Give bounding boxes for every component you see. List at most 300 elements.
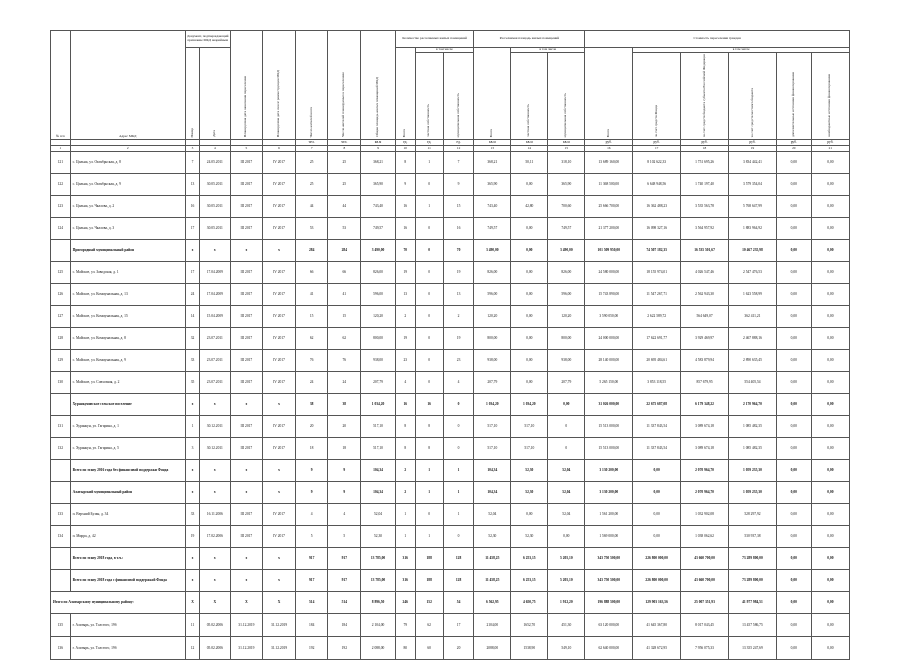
cell-ce: 0,00 <box>776 503 811 525</box>
cell-cr: 7 956 075,33 <box>681 636 729 659</box>
cell-cf: 11 547 267,71 <box>633 283 681 305</box>
cell-dem: x <box>263 239 296 261</box>
cell-rm: 54 <box>443 591 473 613</box>
cell-r: 80 <box>395 636 415 659</box>
cell-rm: 19 <box>443 327 473 349</box>
cell-addr: п. Мирра, д. 42 <box>70 525 185 547</box>
cell-am: 0,00 <box>548 393 585 415</box>
cell-rm: 15 <box>443 195 473 217</box>
column-number: 21 <box>811 145 849 151</box>
cell-cf: 0,00 <box>633 525 681 547</box>
cell-ap: 1 034,20 <box>511 393 548 415</box>
column-number: 1 <box>51 145 71 151</box>
cell-num: x <box>185 459 199 481</box>
cell-ap: 0,00 <box>511 371 548 393</box>
header-area-sum: Всего <box>474 48 511 140</box>
cell-dem: IV 2017 <box>263 503 296 525</box>
cell-n: 134 <box>51 525 71 547</box>
cell-ce: 0,00 <box>776 547 811 569</box>
cell-cl: 2 170 964,70 <box>729 393 777 415</box>
cell-cl: 41 977 984,51 <box>729 591 777 613</box>
cell-a: 2088,00 <box>474 636 511 659</box>
cell-dem: IV 2017 <box>263 217 296 239</box>
cell-cl: 1 059 235,30 <box>729 481 777 503</box>
cell-c: 5 265 150,00 <box>585 371 633 393</box>
cell-rm: 23 <box>443 349 473 371</box>
cell-dem: x <box>263 547 296 569</box>
cell-c: 24 580 000,00 <box>585 261 633 283</box>
cell-n: 124 <box>51 217 71 239</box>
table-row <box>51 305 850 327</box>
cell-area: 2 104,00 <box>361 613 396 636</box>
cell-fin: III 2017 <box>230 283 263 305</box>
cell-ap: 0,00 <box>511 503 548 525</box>
cell-area: 826,00 <box>361 261 396 283</box>
cell-am: 800,00 <box>548 327 585 349</box>
cell-cr: 6 179 348,22 <box>681 393 729 415</box>
cell-n <box>51 459 71 481</box>
cell-area: 368,21 <box>361 151 396 173</box>
cell-cl: 73 289 800,00 <box>729 569 777 591</box>
cell-ap: 517,10 <box>511 415 548 437</box>
unit-cell: чел. <box>295 139 328 145</box>
cell-ce: 0,00 <box>776 173 811 195</box>
cell-ce: 0,00 <box>776 437 811 459</box>
cell-c: 15 743 890,00 <box>585 283 633 305</box>
cell-r: 9 <box>395 173 415 195</box>
cell-rp: 0 <box>415 239 443 261</box>
cell-fin: III 2017 <box>230 503 263 525</box>
cell-num: 33 <box>185 349 199 371</box>
cell-n <box>51 239 71 261</box>
table-row <box>51 349 850 371</box>
cell-am: 52,04 <box>548 459 585 481</box>
cell-date: X <box>200 591 230 613</box>
cell-ce2: 0,00 <box>811 459 849 481</box>
cell-area: 52,04 <box>361 503 396 525</box>
cell-dem: IV 2017 <box>263 371 296 393</box>
cell-date: 05.02.2006 <box>200 636 230 659</box>
cell-r: 316 <box>395 547 415 569</box>
cell-rp: 0 <box>415 217 443 239</box>
header-area-incl: в том числе <box>511 48 585 53</box>
header-cost-total: Всего <box>585 48 633 140</box>
cell-p2: 20 <box>328 415 361 437</box>
cell-n: 135 <box>51 613 71 636</box>
cell-addr: с. Цильна, ул. Октябрьская, д. 8 <box>70 151 185 173</box>
cell-p1: 284 <box>295 239 328 261</box>
cell-addr: с. Майское, ул. Заводская, д. 1 <box>70 261 185 283</box>
header-planned-finish: Планируемая дата окончания переселения <box>230 31 263 140</box>
cell-date: 15.04.2009 <box>200 305 230 327</box>
cell-ce: 0,00 <box>776 415 811 437</box>
cell-area: 800,00 <box>361 327 396 349</box>
cell-r: 16 <box>395 393 415 415</box>
header-doc-date: Дата <box>200 48 230 140</box>
cell-cf: 18 155 974,01 <box>633 261 681 283</box>
cell-cl: 1 883 964,92 <box>729 217 777 239</box>
cell-num: 16 <box>185 195 199 217</box>
cell-addr: Всего по этапу 2018 года, в т.ч.: <box>70 547 185 569</box>
cell-num: x <box>185 481 199 503</box>
column-number: 16 <box>585 145 633 151</box>
cell-addr: п. Верхний Бузан, д. 34 <box>70 503 185 525</box>
cell-c: 101 509 950,00 <box>585 239 633 261</box>
unit-cell: руб. <box>811 139 849 145</box>
header-doc-number: Номер <box>185 48 199 140</box>
cell-p1: 41 <box>295 283 328 305</box>
cell-rm: 1 <box>443 481 473 503</box>
cell-p2: 9 <box>328 481 361 503</box>
table-row <box>51 261 850 283</box>
unit-cell: кв.м <box>361 139 396 145</box>
cell-ce: 0,00 <box>776 393 811 415</box>
cell-a: 11 458,25 <box>474 547 511 569</box>
cell-am: 0,00 <box>548 525 585 547</box>
cell-cf: 11 337 843,54 <box>633 415 681 437</box>
cell-ce: 0,00 <box>776 613 811 636</box>
cell-fin: III 2017 <box>230 151 263 173</box>
table-row <box>51 613 850 636</box>
cell-a: 517,10 <box>474 415 511 437</box>
column-number: 10 <box>395 145 415 151</box>
cell-fin: III 2017 <box>230 305 263 327</box>
table-row <box>51 525 850 547</box>
cell-rp: 60 <box>415 636 443 659</box>
cell-p2: 66 <box>328 261 361 283</box>
cell-n: 121 <box>51 151 71 173</box>
cell-ce2: 0,00 <box>811 636 849 659</box>
cell-dem: IV 2017 <box>263 151 296 173</box>
cell-date: x <box>200 239 230 261</box>
cell-r: 2 <box>395 481 415 503</box>
cell-cr: 2 562 943,30 <box>681 283 729 305</box>
cell-p1: 9 <box>295 459 328 481</box>
cell-a: 938,00 <box>474 349 511 371</box>
cell-cr: 3 089 674,18 <box>681 437 729 459</box>
cell-addr: с. Цильна, ул. Октябрьская, д. 9 <box>70 173 185 195</box>
cell-num: 32 <box>185 327 199 349</box>
table-row <box>51 371 850 393</box>
cell-rm: 9 <box>443 173 473 195</box>
cell-cl: 530 937,38 <box>729 525 777 547</box>
cell-addr: Всего по этапу 2018 года с финансовой поддержкой Фонда <box>70 569 185 591</box>
cell-am: 700,60 <box>548 195 585 217</box>
cell-r: 246 <box>395 591 415 613</box>
cell-ce: 0,00 <box>776 525 811 547</box>
cell-rp: 1 <box>415 195 443 217</box>
cell-a: 1 034,20 <box>474 393 511 415</box>
cell-r: 8 <box>395 415 415 437</box>
cell-rp: 0 <box>415 349 443 371</box>
cell-date: 05.02.2006 <box>200 613 230 636</box>
cell-p1: 4 <box>295 503 328 525</box>
cell-am: 938,00 <box>548 349 585 371</box>
cell-ce2: 0,00 <box>811 173 849 195</box>
cell-date: x <box>200 481 230 503</box>
cell-p2: 284 <box>328 239 361 261</box>
unit-cell: руб. <box>729 139 777 145</box>
cell-p1: 53 <box>295 217 328 239</box>
cell-p2: 9 <box>328 459 361 481</box>
cell-rm: 13 <box>443 283 473 305</box>
header-cost-extra: дополнительные источники финансирования <box>776 52 811 139</box>
cell-n <box>51 393 71 415</box>
cell-ap: 0,00 <box>511 217 548 239</box>
cell-num: 19 <box>185 525 199 547</box>
cell-p1: 184 <box>295 613 328 636</box>
cell-am: 52,04 <box>548 503 585 525</box>
cell-cr: 2 070 964,70 <box>681 459 729 481</box>
cell-area: 52,30 <box>361 525 396 547</box>
cell-fin: III 2017 <box>230 173 263 195</box>
cell-cl: 2 547 476,53 <box>729 261 777 283</box>
cell-ap: 517,10 <box>511 437 548 459</box>
header-cost-rf: за счет средств бюджета субъекта Российской Федерации <box>681 52 729 139</box>
cell-dem: IV 2017 <box>263 525 296 547</box>
cell-n: 136 <box>51 636 71 659</box>
cell-rp: 1 <box>415 525 443 547</box>
cell-fin: III 2017 <box>230 437 263 459</box>
cell-rm: 1 <box>443 503 473 525</box>
cell-ce2: 0,00 <box>811 261 849 283</box>
cell-addr: с. Хуранкун, ул. Гагарина, д. 5 <box>70 437 185 459</box>
table-header <box>51 31 850 152</box>
cell-rm: 70 <box>443 239 473 261</box>
header-area-total: Общая площадь жилых помещений МКД <box>361 31 396 140</box>
cell-addr: с. Цильна, ул. Чкалова, д. 3 <box>70 217 185 239</box>
table-row <box>51 327 850 349</box>
cell-addr: г. Алатырь, ул. Толстого, 19б <box>70 636 185 659</box>
table-row <box>51 217 850 239</box>
column-number: 15 <box>548 145 585 151</box>
cell-ap: 50,11 <box>511 151 548 173</box>
cell-ce2: 0,00 <box>811 525 849 547</box>
unit-cell: ед. <box>415 139 443 145</box>
header-rooms-group: Количество расселяемых жилых помещений <box>395 31 473 48</box>
cell-cl: 5 768 647,99 <box>729 195 777 217</box>
unit-cell: руб. <box>633 139 681 145</box>
cell-p2: 18 <box>328 437 361 459</box>
cell-cr: 25 007 351,93 <box>681 591 729 613</box>
cell-c: 196 888 500,00 <box>585 591 633 613</box>
cell-rm: 19 <box>443 261 473 283</box>
cell-c: 3 130 200,00 <box>585 481 633 503</box>
cell-rm: 0 <box>443 393 473 415</box>
cell-r: 8 <box>395 437 415 459</box>
cell-dem: IV 2017 <box>263 173 296 195</box>
cell-area: 596,00 <box>361 283 396 305</box>
cell-ce: 0,00 <box>776 569 811 591</box>
unit-cell: руб. <box>776 139 811 145</box>
table-body <box>51 151 850 659</box>
cell-ap: 0,00 <box>511 305 548 327</box>
cell-rp: 0 <box>415 371 443 393</box>
cell-num: 13 <box>185 173 199 195</box>
unit-cell: чел. <box>328 139 361 145</box>
cell-fin: III 2017 <box>230 415 263 437</box>
cell-am: 549,10 <box>548 636 585 659</box>
cell-cr: 43 660 700,00 <box>681 547 729 569</box>
cell-cr: 857 679,95 <box>681 371 729 393</box>
cell-cr: 43 660 700,00 <box>681 569 729 591</box>
column-number: 12 <box>443 145 473 151</box>
cell-date: 23.07.2011 <box>200 349 230 371</box>
cell-r: 316 <box>395 569 415 591</box>
cell-a: 104,34 <box>474 459 511 481</box>
table-row <box>51 503 850 525</box>
cell-p2: 5 <box>328 525 361 547</box>
cell-rp: 0 <box>415 327 443 349</box>
column-number: 13 <box>474 145 511 151</box>
cell-p2: 192 <box>328 636 361 659</box>
cell-am: 318,10 <box>548 151 585 173</box>
cell-cr: 2 070 964,70 <box>681 481 729 503</box>
cell-dem: IV 2017 <box>263 195 296 217</box>
cell-dem: x <box>263 481 296 503</box>
cell-cl: 554 405,54 <box>729 371 777 393</box>
header-n: № п/п <box>51 31 71 140</box>
cell-ap: 6 253,15 <box>511 547 548 569</box>
cell-p1: 5 <box>295 525 328 547</box>
header-area-private: частная собственность <box>511 52 548 139</box>
cell-dem: x <box>263 569 296 591</box>
subtotal-row <box>51 547 850 569</box>
cell-cf: 16 098 327,16 <box>633 217 681 239</box>
header-cost-extra2: внебюджетные источники финансирования <box>811 52 849 139</box>
cell-p1: 24 <box>295 371 328 393</box>
cell-addr: с. Хуранкун, ул. Гагарина, д. 1 <box>70 415 185 437</box>
cell-p1: 66 <box>295 261 328 283</box>
cell-r: 1 <box>395 503 415 525</box>
unit-cell: руб. <box>681 139 729 145</box>
cell-cr: 3 929 469,97 <box>681 327 729 349</box>
column-number: 11 <box>415 145 443 151</box>
cell-cr: 3 564 957,92 <box>681 217 729 239</box>
cell-n: 132 <box>51 437 71 459</box>
cell-cl: 1 085 482,35 <box>729 415 777 437</box>
cell-n: 125 <box>51 261 71 283</box>
cell-p1: 76 <box>295 349 328 371</box>
cell-ce: 0,00 <box>776 481 811 503</box>
cell-ap: 0,00 <box>511 173 548 195</box>
cell-area: 1 034,20 <box>361 393 396 415</box>
cell-area: 207,79 <box>361 371 396 393</box>
header-rooms-total: Всего <box>395 48 415 140</box>
cell-area: 120,20 <box>361 305 396 327</box>
cell-cl: 2 890 635,45 <box>729 349 777 371</box>
header-cost-fund: за счет средств Фонда <box>633 52 681 139</box>
header-cost-local: за счет средств местного бюджета <box>729 52 777 139</box>
subtotal-row <box>51 569 850 591</box>
header-rooms-private: частная собственность <box>415 52 443 139</box>
cell-rm: 0 <box>443 437 473 459</box>
cell-p2: 917 <box>328 547 361 569</box>
cell-cf: 41 645 367,80 <box>633 613 681 636</box>
cell-ce: 0,00 <box>776 371 811 393</box>
cell-ce: 0,00 <box>776 349 811 371</box>
cell-p1: 514 <box>295 591 328 613</box>
header-address: Адрес МКД <box>70 31 185 140</box>
cell-c: 343 750 500,00 <box>585 547 633 569</box>
cell-ce2: 0,00 <box>811 613 849 636</box>
cell-r: 2 <box>395 459 415 481</box>
cell-addr: Пригородный муниципальный район <box>70 239 185 261</box>
unit-cell: руб. <box>585 139 633 145</box>
cell-area: 365,90 <box>361 173 396 195</box>
cell-num: 24 <box>185 283 199 305</box>
column-number: 2 <box>70 145 185 151</box>
cell-addr: с. Цильна, ул. Чкалова, д. 2 <box>70 195 185 217</box>
cell-p2: 15 <box>328 305 361 327</box>
cell-r: 2 <box>395 305 415 327</box>
header-people-total: Число жителей всего <box>295 31 328 140</box>
cell-dem: 31.12.2019 <box>263 636 296 659</box>
cell-p2: 514 <box>328 591 361 613</box>
cell-area: 938,00 <box>361 349 396 371</box>
cell-a: 800,00 <box>474 327 511 349</box>
table-row <box>51 151 850 173</box>
cell-fin: III 2017 <box>230 525 263 547</box>
cell-rm: 17 <box>443 613 473 636</box>
header-area-group: Расселяемая площадь жилых помещений <box>474 31 585 48</box>
cell-cf: 17 622 691,77 <box>633 327 681 349</box>
cell-cl: 3 579 354,04 <box>729 173 777 195</box>
cell-c: 25 666 700,00 <box>585 195 633 217</box>
cell-date: 30.12.2011 <box>200 437 230 459</box>
cell-num: x <box>185 569 199 591</box>
cell-am: 365,90 <box>548 173 585 195</box>
cell-area: 2 088,00 <box>361 636 396 659</box>
cell-a: 120,20 <box>474 305 511 327</box>
cell-date: x <box>200 569 230 591</box>
cell-rm: 128 <box>443 569 473 591</box>
cell-cr: 4 026 547,46 <box>681 261 729 283</box>
cell-r: 16 <box>395 217 415 239</box>
cell-c: 62 640 000,00 <box>585 636 633 659</box>
cell-a: 207,79 <box>474 371 511 393</box>
cell-num: 14 <box>185 305 199 327</box>
cell-r: 19 <box>395 261 415 283</box>
cell-rp: 62 <box>415 613 443 636</box>
cell-rp: 1 <box>415 151 443 173</box>
unit-cell: кв.м <box>474 139 511 145</box>
cell-cl: 2 467 888,16 <box>729 327 777 349</box>
cell-num: 1 <box>185 415 199 437</box>
cell-area: 743,40 <box>361 195 396 217</box>
cell-ce: 0,00 <box>776 305 811 327</box>
cell-cr: 3 089 674,18 <box>681 415 729 437</box>
column-number: 5 <box>230 145 263 151</box>
cell-am: 826,00 <box>548 261 585 283</box>
cell-a: 11 458,25 <box>474 569 511 591</box>
cell-ce2: 0,00 <box>811 569 849 591</box>
cell-p1: 62 <box>295 327 328 349</box>
cell-cf: 2 622 589,72 <box>633 305 681 327</box>
cell-am: 207,79 <box>548 371 585 393</box>
cell-date: x <box>200 459 230 481</box>
cell-a: 596,00 <box>474 283 511 305</box>
cell-cl: 10 467 235,98 <box>729 239 777 261</box>
cell-num: 17 <box>185 261 199 283</box>
cell-a: 368,21 <box>474 151 511 173</box>
cell-ce: 0,00 <box>776 636 811 659</box>
header-rooms-incl: в том числе <box>415 48 474 53</box>
cell-am: 5 205,10 <box>548 547 585 569</box>
cell-cf: 22 675 687,08 <box>633 393 681 415</box>
cell-c: 28 140 000,00 <box>585 349 633 371</box>
column-number: 8 <box>328 145 361 151</box>
